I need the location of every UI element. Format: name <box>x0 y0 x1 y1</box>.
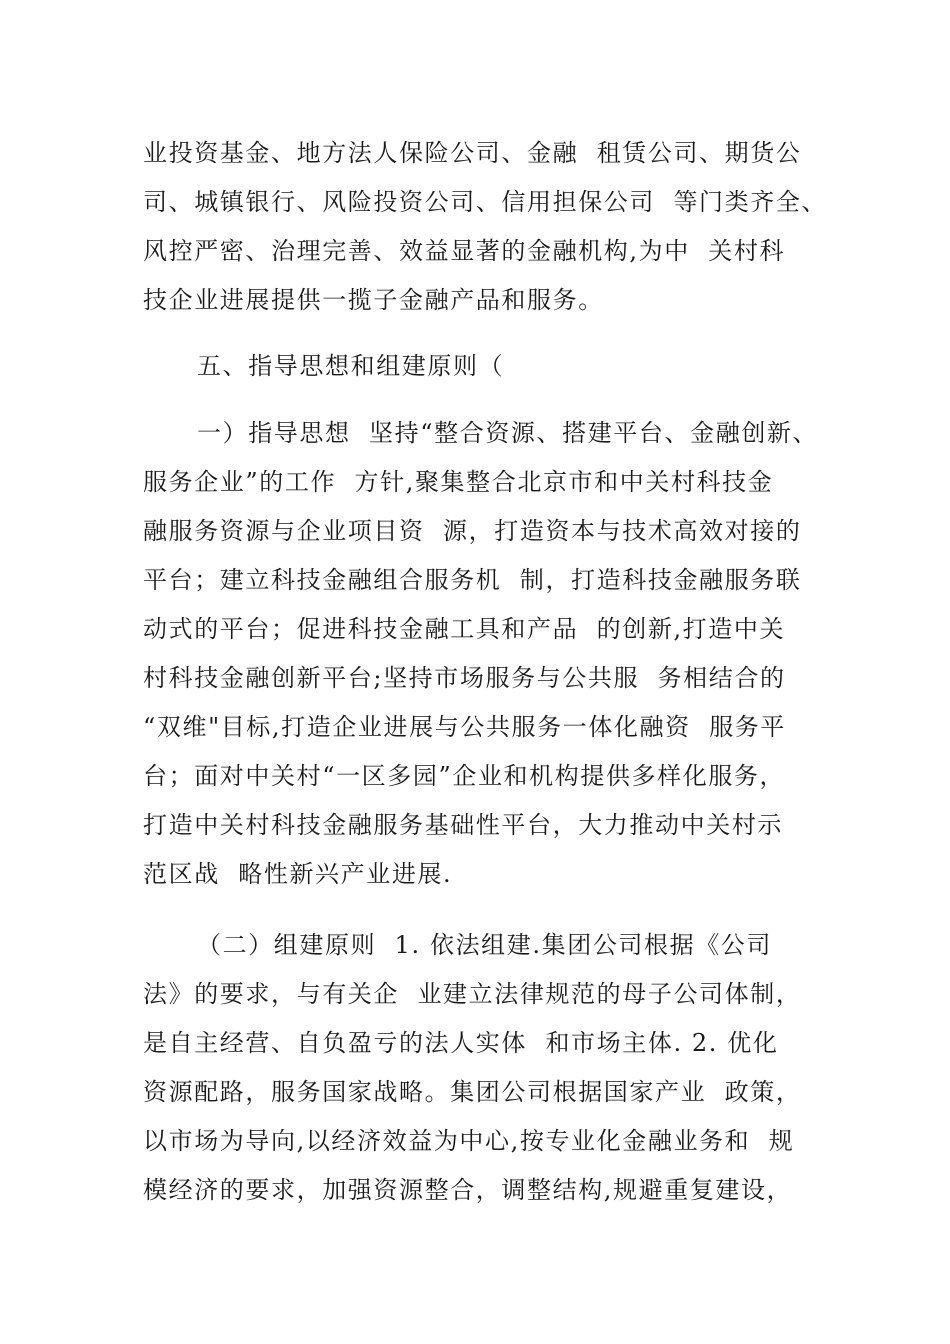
text-line: 技企业进展提供一揽子金融产品和服务。 <box>143 286 604 314</box>
text-line: 平台；建立科技金融组合服务机 制，打造科技金融服务联 <box>143 566 802 594</box>
text-line: 模经济的要求，加强资源整合，调整结构,规避重复建设， <box>143 1176 793 1204</box>
text-line: 一）指导思想 坚持“整合资源、搭建平台、金融创新、 <box>197 419 819 447</box>
text-line: 融服务资源与企业项目资 源，打造资本与技术高效对接的 <box>143 517 802 545</box>
guiding-thought-paragraph <box>143 417 823 888</box>
text-line: 范区战 略性新兴产业进展. <box>143 860 453 888</box>
text-line: 是自主经营、自负盈亏的法人实体 和市场主体. 2. 优化 <box>143 1029 779 1057</box>
text-line: 法》的要求，与有关企 业建立法律规范的母子公司体制， <box>143 980 802 1008</box>
founding-principles-paragraph <box>143 929 823 1204</box>
heading-line: 五、指导思想和组建原则（ <box>197 352 505 380</box>
text-line: 资源配路，服务国家战略。集团公司根据国家产业 政策， <box>143 1078 802 1106</box>
text-line: 风控严密、治理完善、效益显著的金融机构,为中 关村科 <box>143 237 786 265</box>
text-line: 动式的平台；促进科技金融工具和产品 的创新,打造中关 <box>143 615 786 643</box>
text-line: 打造中关村科技金融服务基础性平台，大力推动中关村示 <box>143 811 783 839</box>
paragraph-continuation <box>143 137 828 314</box>
text-line: 服务企业”的工作 方针,聚集整合北京市和中关村科技金 <box>143 468 774 496</box>
text-line: 司、城镇银行、风险投资公司、信用担保公司 等门类齐全、 <box>143 188 828 216</box>
text-line: 以市场为导向,以经济效益为中心,按专业化金融业务和 规 <box>143 1127 795 1155</box>
text-line: 台；面对中关村“一区多园”企业和机构提供多样化服务， <box>143 762 786 790</box>
text-line: （二）组建原则 1. 依法组建.集团公司根据《公司 <box>197 931 773 959</box>
text-line: 业投资基金、地方法人保险公司、金融 租赁公司、期货公 <box>143 139 802 167</box>
text-line: “双维"目标,打造企业进展与公共服务一体化融资 服务平 <box>143 713 786 741</box>
text-line: 村科技金融创新平台;坚持市场服务与公共服 务相结合的 <box>143 664 786 692</box>
